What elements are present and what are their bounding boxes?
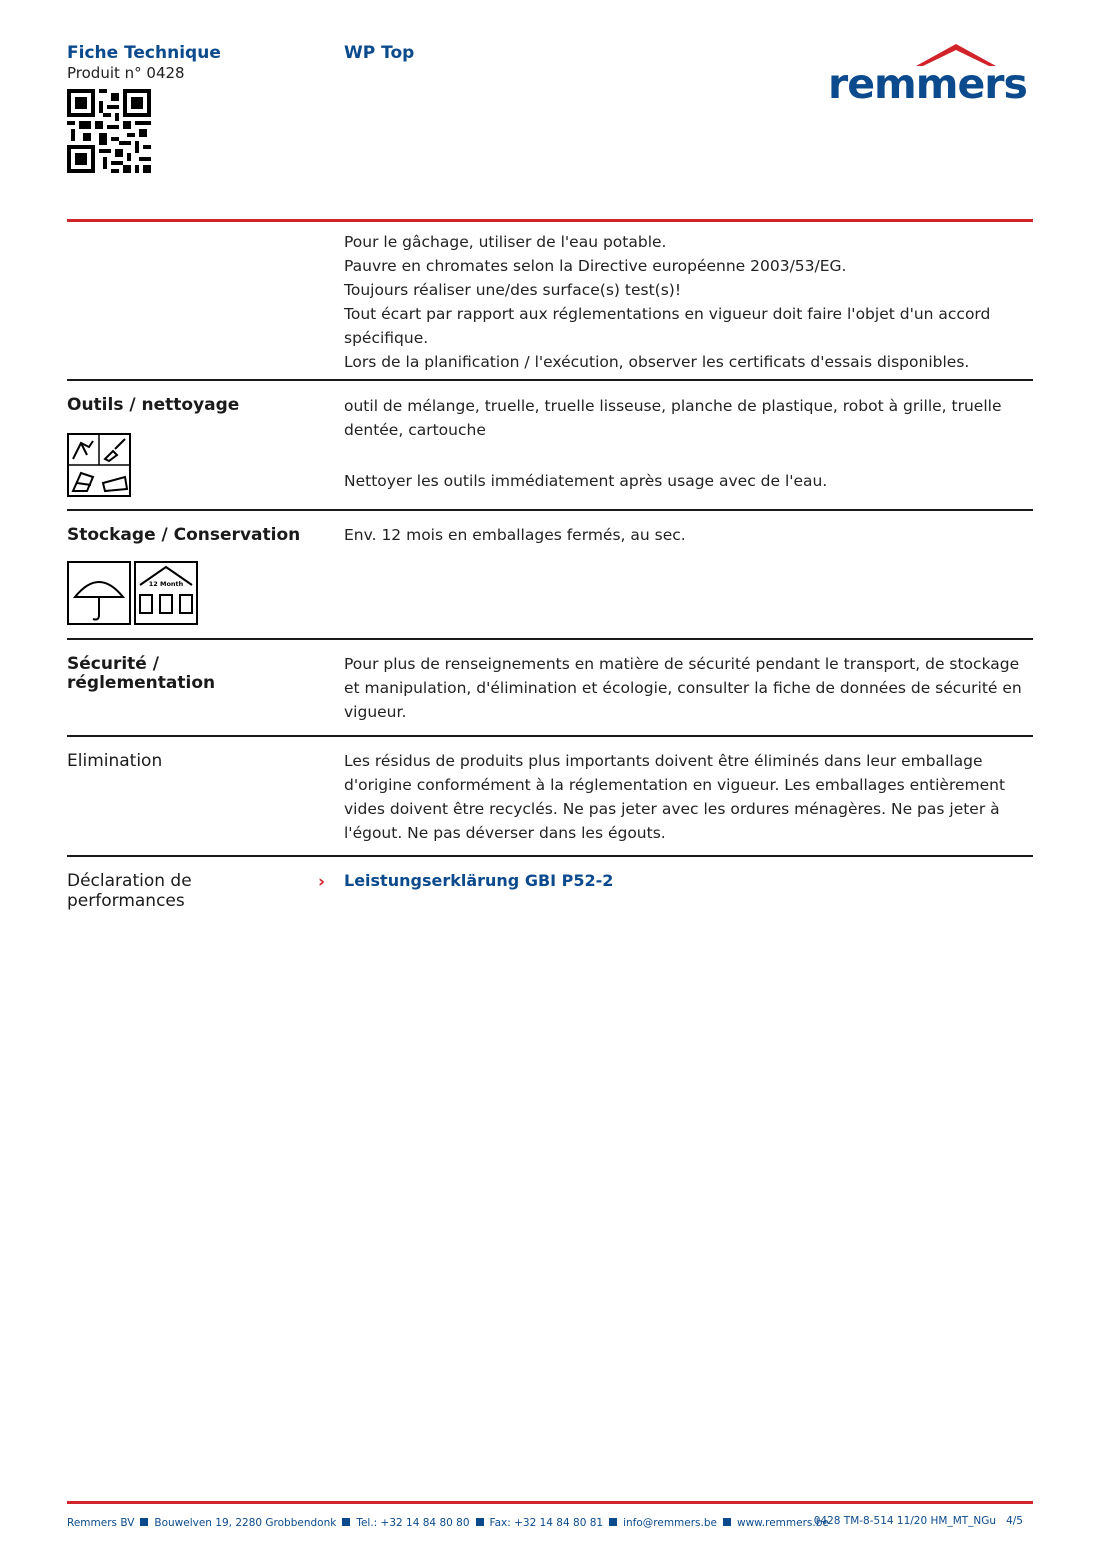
qr-code-icon[interactable] [67,89,151,173]
tools-label: Outils / nettoyage [67,395,240,415]
intro-line: Toujours réaliser une/des surface(s) test(s)! [344,281,682,299]
footer-tel: Tel.: +32 14 84 80 80 [356,1517,470,1529]
intro-line: Pour le gâchage, utiliser de l'eau potable. [344,233,667,251]
chevron-right-icon: › [318,872,326,892]
tools-text: outil de mélange, truelle, truelle lisseuse, planche de plastique, robot à grille, truelle dentée, cartouche [344,397,1002,439]
footer-address: Bouwelven 19, 2280 Grobbendonk [154,1517,337,1529]
footer-company: Remmers BV [67,1517,135,1529]
disposal-text: Les résidus de produits plus importants doivent être éliminés dans leur emballage d'origine conformément à la réglementation en vigueur. Les emballages entièrement vides doivent être recyclés. Ne pas jeter avec les ordures ménagères. Ne pas jeter à l'égout. Ne pas déverser dans les égouts. [344,752,1006,842]
safety-label-line2: réglementation [67,673,216,693]
tools-icon [67,433,131,497]
section-divider [67,855,1033,857]
declaration-link[interactable]: Leistungserklärung GBI P52-2 [344,871,614,890]
intro-line: Lors de la planification / l'exécution, observer les certificats d'essais disponibles. [344,353,970,371]
square-bullet-icon [342,1518,350,1526]
disposal-label: Elimination [67,751,163,771]
section-divider [67,379,1033,381]
product-number: Produit n° 0428 [67,64,185,82]
header-divider [67,219,1033,222]
footer-email[interactable]: info@remmers.be [623,1517,717,1529]
section-divider [67,638,1033,640]
square-bullet-icon [140,1518,148,1526]
intro-line: Pauvre en chromates selon la Directive européenne 2003/53/EG. [344,257,847,275]
footer-web[interactable]: www.remmers.be [736,1517,829,1529]
storage-label: Stockage / Conservation [67,525,301,545]
footer-divider [67,1501,1033,1504]
footer-fax: Fax: +32 14 84 80 81 [489,1517,604,1529]
declaration-label-line1: Déclaration de [67,871,192,891]
square-bullet-icon [723,1518,731,1526]
storage-text: Env. 12 mois en emballages fermés, au sec. [344,526,686,544]
storage-icon-text: 12 Month [148,580,184,588]
section-divider [67,509,1033,511]
square-bullet-icon [609,1518,617,1526]
page-number: 4/5 [1006,1515,1023,1527]
safety-label-line1: Sécurité / [67,654,159,674]
storage-12-month-icon [134,561,198,625]
footer-doc-code [814,1515,1023,1527]
footer-code: 0428 TM-8-514 11/20 HM_MT_NGu [813,1515,997,1527]
intro-line: Tout écart par rapport aux réglementations en vigueur doit faire l'objet d'un accord spécifique. [344,305,991,347]
safety-text: Pour plus de renseignements en matière de sécurité pendant le transport, de stockage et manipulation, d'élimination et écologie, consulter la fiche de données de sécurité en vigueur. [344,655,1022,721]
logo-text: remmers [828,60,1027,108]
umbrella-icon [67,561,131,625]
tools-cleaning-text: Nettoyer les outils immédiatement après usage avec de l'eau. [344,472,828,490]
product-name: WP Top [344,43,415,63]
intro-text [344,230,1034,374]
section-divider [67,735,1033,737]
square-bullet-icon [476,1518,484,1526]
declaration-label-line2: performances [67,891,185,911]
document-title: Fiche Technique [67,43,221,63]
